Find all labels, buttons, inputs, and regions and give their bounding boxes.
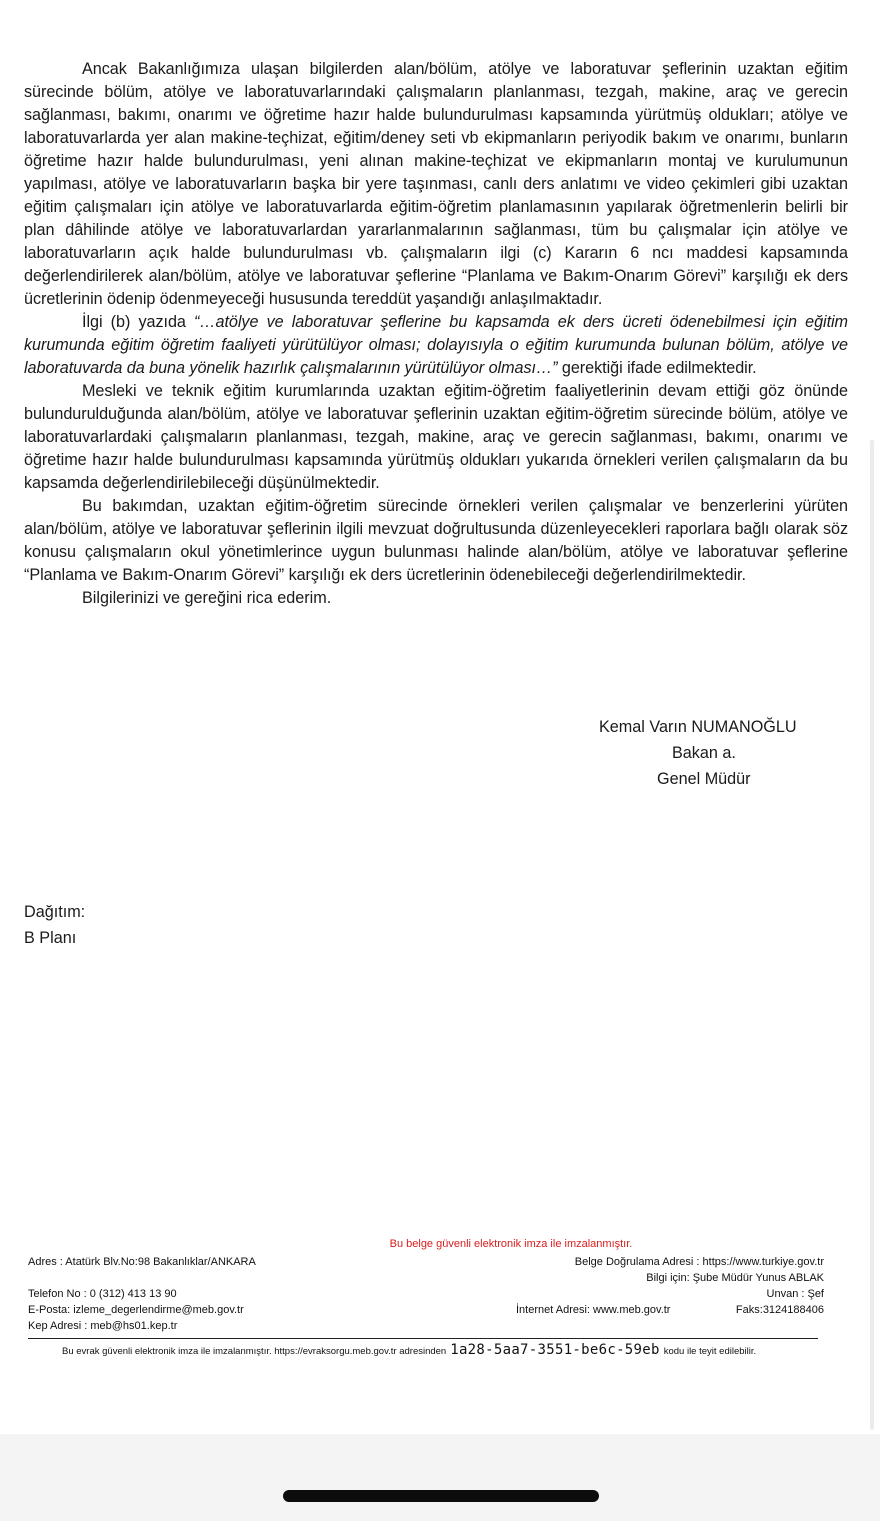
home-indicator[interactable] — [283, 1490, 599, 1502]
paragraph-2-quote: “…atölye ve laboratuvar şeflerine bu kapsamda ek ders ücreti ödenebilmesi için eğitim kurumunda eğitim öğretim faaliyeti yürütülüyor olması; dolayısıyla o eğitim kurumunda bulunan bölüm, atölye ve laboratuvarda da buna yönelik hazırlık çalışmalarının yürütülüyor olması…” — [24, 313, 848, 377]
distribution-item: B Planı — [24, 929, 77, 947]
signatory-name: Kemal Varın NUMANOĞLU — [599, 718, 797, 736]
footer-row-4 — [28, 1302, 824, 1318]
footer-internet[interactable]: İnternet Adresi: www.meb.gov.tr — [516, 1304, 671, 1316]
footer-row-3 — [28, 1286, 824, 1302]
footer-address: Adres : Atatürk Blv.No:98 Bakanlıklar/ANKARA — [28, 1256, 256, 1268]
bottom-toolbar-area — [0, 1434, 880, 1521]
footer-info-contact: Bilgi için: Şube Müdür Yunus ABLAK — [646, 1272, 824, 1284]
footer-row-1 — [28, 1254, 824, 1270]
footer-row-5 — [28, 1318, 824, 1334]
signatory-title: Genel Müdür — [657, 770, 751, 788]
signature-block — [575, 714, 855, 792]
secure-signature-notice: Bu belge güvenli elektronik imza ile imzalanmıştır. — [389, 1238, 633, 1250]
footer-row-2 — [28, 1270, 824, 1286]
paragraph-2-lead: İlgi (b) yazıda — [82, 313, 195, 331]
document-body — [24, 58, 848, 610]
paragraph-2 — [24, 311, 848, 380]
footer-title: Unvan : Şef — [766, 1288, 824, 1300]
paragraph-2-tail: gerektiği ifade edilmektedir. — [557, 359, 757, 377]
footer-phone: Telefon No : 0 (312) 413 13 90 — [28, 1288, 177, 1300]
footer-verify-address[interactable]: Belge Doğrulama Adresi : https://www.turkiye.gov.tr — [574, 1256, 824, 1268]
verification-lead: Bu evrak güvenli elektronik imza ile imzalanmıştır. https://evraksorgu.meb.gov.tr adresinden — [62, 1346, 447, 1357]
document-footer — [28, 1236, 824, 1360]
distribution-block — [24, 899, 85, 951]
paragraph-1: Ancak Bakanlığımıza ulaşan bilgilerden alan/bölüm, atölye ve laboratuvar şeflerinin uzaktan eğitim sürecinde bölüm, atölye ve laboratuvarlarındaki çalışmaların planlanması, tezgah, makine, araç ve gerecin sağlanması, bakımı, onarımı ve öğretime hazır halde bulundurulması kapsamında yürütmüş oldukları; atölye ve laboratuvarlarda yer alan makine-teçhizat, eğitim/deney seti vb ekipmanların periyodik bakım ve onarımı, bunların öğretime hazır halde bulundurulması, yeni alınan makine-teçhizat ve ekipmanların montaj ve kurulumunun yapılması, atölye ve laboratuvarların başka bir yere taşınması, canlı ders anlatımı ve video çekimleri gibi uzaktan eğitim çalışmaları için atölye ve laboratuvarlarda eğitim-öğretim planlamasının yapılarak öğretmenlerin belirli bir plan dâhilinde atölye ve laboratuvarlardan yararlanmalarının sağlanması, tüm bu çalışmalar için atölye ve laboratuvarların açık halde bulundurulması vb. çalışmaların ilgi (c) Kararın 6 ncı maddesi kapsamında değerlendirilerek alan/bölüm, atölye ve laboratuvar şeflerine “Planlama ve Bakım-Onarım Görevi” karşılığı ek ders ücretlerinin ödenip ödenmeyeceği hususunda tereddüt yaşandığı anlaşılmaktadır. — [24, 60, 848, 308]
closing-line: Bilgilerinizi ve gereğini rica ederim. — [82, 589, 332, 607]
distribution-label: Dağıtım: — [24, 903, 86, 921]
verification-line — [28, 1342, 824, 1360]
verification-tail: kodu ile teyit edilebilir. — [663, 1346, 757, 1357]
verification-code: 1a28-5aa7-3551-be6c-59eb — [450, 1342, 660, 1358]
footer-kep[interactable]: Kep Adresi : meb@hs01.kep.tr — [28, 1320, 178, 1332]
paragraph-4: Bu bakımdan, uzaktan eğitim-öğretim sürecinde örnekleri verilen çalışmalar ve benzerlerini yürüten alan/bölüm, atölye ve laboratuvar şeflerinin ilgili mevzuat doğrultusunda düzenleyecekleri raporlara bağlı olarak söz konusu çalışmaların okul yönetimlerince uygun bulunması halinde alan/bölüm, atölye ve laboratuvar şeflerine “Planlama ve Bakım-Onarım Görevi” karşılığı ek ders ücretlerinin ödenebileceği değerlendirilmektedir. — [24, 497, 848, 584]
scrollbar-track[interactable] — [870, 440, 874, 1430]
paragraph-3: Mesleki ve teknik eğitim kurumlarında uzaktan eğitim-öğretim faaliyetlerinin devam ettiği göz önünde bulundurulduğunda alan/bölüm, atölye ve laboratuvar şeflerinin uzaktan eğitim-öğretim sürecinde bölüm, atölye ve laboratuvarlardaki çalışmaların planlanması, tezgah, makine, araç ve gerecin sağlanması, bakımı, onarımı ve öğretime hazır halde bulundurulması kapsamında yürütmüş oldukları yukarıda örnekleri verilen çalışmaların da bu kapsamda değerlendirilebileceği düşünülmektedir. — [24, 382, 848, 492]
footer-email[interactable]: E-Posta: izleme_degerlendirme@meb.gov.tr — [28, 1304, 244, 1316]
footer-divider — [28, 1338, 818, 1339]
footer-fax: Faks:3124188406 — [735, 1304, 824, 1316]
signatory-role: Bakan a. — [672, 744, 736, 762]
